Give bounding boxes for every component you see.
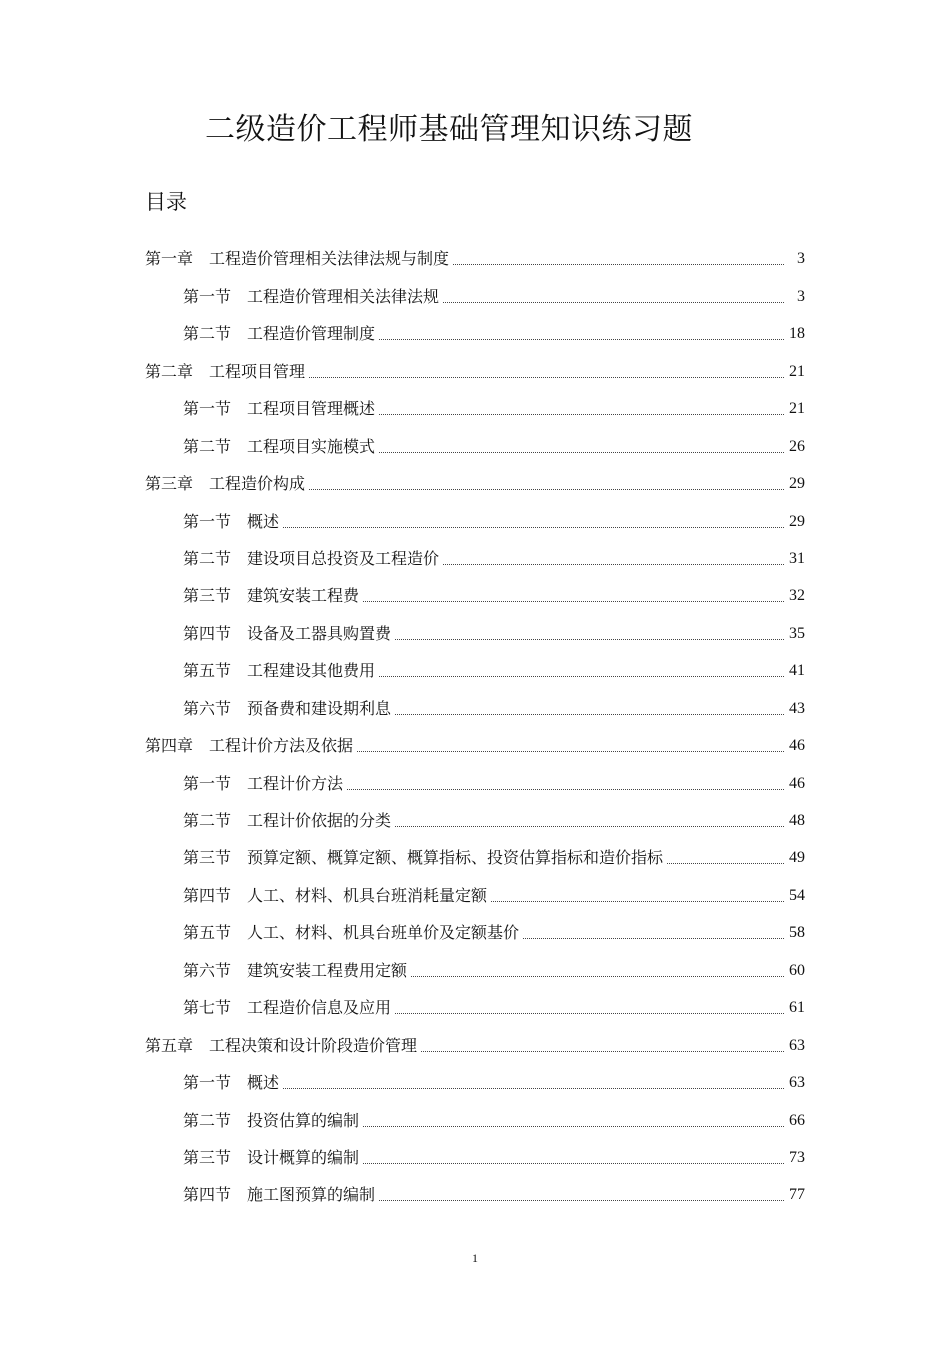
page-title: 二级造价工程师基础管理知识练习题 xyxy=(205,112,693,147)
toc-section-entry[interactable] xyxy=(145,943,805,980)
toc-entry-page: 46 xyxy=(789,737,805,755)
toc-section-entry[interactable] xyxy=(145,307,805,344)
toc-section-entry[interactable] xyxy=(145,794,805,831)
toc-section-entry[interactable] xyxy=(145,1056,805,1093)
toc-entry-number: 第三节 xyxy=(183,848,232,868)
toc-entry-page: 21 xyxy=(789,400,805,418)
toc-entry-title: 建设项目总投资及工程造价 xyxy=(247,548,440,568)
toc-entry-number: 第二节 xyxy=(183,548,232,568)
toc-heading: 目录 xyxy=(145,190,187,214)
toc-dot-leader xyxy=(395,825,784,827)
toc-entry-page: 3 xyxy=(797,287,805,305)
toc-entry-page: 18 xyxy=(789,325,805,343)
toc-section-entry[interactable] xyxy=(145,644,805,681)
toc-entry-page: 41 xyxy=(789,662,805,680)
toc-entry-number: 第三节 xyxy=(183,1147,232,1167)
page-number: 1 xyxy=(472,1251,478,1265)
toc-section-entry[interactable] xyxy=(145,681,805,718)
toc-entry-page: 60 xyxy=(789,961,805,979)
toc-dot-leader xyxy=(411,975,784,977)
toc-section-entry[interactable] xyxy=(145,569,805,606)
toc-entry-title: 预备费和建设期利息 xyxy=(247,698,392,718)
toc-entry-page: 63 xyxy=(789,1036,805,1054)
toc-entry-page: 35 xyxy=(789,624,805,642)
toc-dot-leader xyxy=(421,1050,784,1052)
toc-entry-number: 第五节 xyxy=(183,661,232,681)
toc-entry-number: 第二节 xyxy=(183,1110,232,1130)
toc-entry-number: 第四章 xyxy=(145,736,194,756)
toc-dot-leader xyxy=(309,376,784,378)
toc-dot-leader xyxy=(309,488,784,490)
toc-dot-leader xyxy=(363,1125,784,1127)
toc-section-entry[interactable] xyxy=(145,756,805,793)
toc-entry-number: 第二章 xyxy=(145,361,194,381)
toc-dot-leader xyxy=(379,338,784,340)
toc-dot-leader xyxy=(395,1012,784,1014)
toc-entry-number: 第一节 xyxy=(183,511,232,531)
toc-dot-leader xyxy=(395,713,784,715)
toc-entry-title: 工程计价依据的分类 xyxy=(247,811,392,830)
toc-dot-leader xyxy=(523,937,784,939)
toc-dot-leader xyxy=(491,900,784,902)
toc-entry-number: 第六节 xyxy=(183,960,232,980)
toc-dot-leader xyxy=(283,526,784,528)
toc-entry-number: 第三章 xyxy=(145,474,194,494)
toc-dot-leader xyxy=(379,1199,784,1201)
toc-entry-number: 第五章 xyxy=(145,1035,194,1055)
toc-entry-title: 工程建设其他费用 xyxy=(247,661,376,681)
toc-entry-title: 投资估算的编制 xyxy=(247,1110,360,1130)
toc-section-entry[interactable] xyxy=(145,906,805,943)
toc-entry-page: 43 xyxy=(789,699,805,717)
toc-section-entry[interactable] xyxy=(145,1131,805,1168)
toc-entry-title: 工程决策和设计阶段造价管理 xyxy=(209,1035,418,1055)
toc-chapter-entry[interactable] xyxy=(145,719,805,756)
toc-entry-title: 工程项目管理概述 xyxy=(247,399,376,419)
toc-entry-title: 工程项目管理 xyxy=(209,361,306,381)
table-of-contents xyxy=(145,232,805,1205)
toc-chapter-entry[interactable] xyxy=(145,457,805,494)
toc-entry-title: 施工图预算的编制 xyxy=(247,1185,376,1205)
toc-entry-title: 工程计价方法 xyxy=(247,773,344,793)
toc-entry-page: 29 xyxy=(789,512,805,530)
toc-entry-title: 工程造价管理相关法律法规与制度 xyxy=(209,249,450,269)
toc-section-entry[interactable] xyxy=(145,831,805,868)
toc-entry-page: 63 xyxy=(789,1074,805,1092)
toc-entry-title: 设备及工器具购置费 xyxy=(247,623,392,643)
toc-entry-number: 第六节 xyxy=(183,698,232,718)
toc-entry-number: 第一节 xyxy=(183,1073,232,1093)
toc-entry-page: 66 xyxy=(789,1111,805,1129)
toc-entry-title: 工程造价管理相关法律法规 xyxy=(247,286,440,306)
toc-dot-leader xyxy=(395,638,784,640)
toc-dot-leader xyxy=(379,451,784,453)
toc-entry-number: 第一章 xyxy=(145,249,194,269)
toc-dot-leader xyxy=(443,301,784,303)
toc-entry-title: 人工、材料、机具台班单价及定额基价 xyxy=(247,923,520,943)
toc-dot-leader xyxy=(283,1087,784,1089)
toc-entry-page: 49 xyxy=(789,849,805,867)
toc-entry-title: 预算定额、概算定额、概算指标、投资估算指标和造价指标 xyxy=(247,848,664,868)
toc-dot-leader xyxy=(363,600,784,602)
toc-entry-page: 3 xyxy=(797,250,805,268)
toc-entry-page: 48 xyxy=(789,812,805,829)
toc-entry-number: 第二节 xyxy=(183,436,232,456)
toc-entry-number: 第四节 xyxy=(183,1185,232,1205)
toc-section-entry[interactable] xyxy=(145,382,805,419)
toc-dot-leader xyxy=(667,862,784,864)
toc-section-entry[interactable] xyxy=(145,269,805,306)
toc-chapter-entry[interactable] xyxy=(145,344,805,381)
toc-entry-title: 工程造价信息及应用 xyxy=(247,998,392,1018)
toc-section-entry[interactable] xyxy=(145,606,805,643)
toc-dot-leader xyxy=(363,1162,784,1164)
toc-entry-number: 第一节 xyxy=(183,399,232,419)
toc-section-entry[interactable] xyxy=(145,419,805,456)
toc-chapter-entry[interactable] xyxy=(145,1018,805,1055)
toc-dot-leader xyxy=(357,750,784,752)
toc-entry-page: 32 xyxy=(789,587,805,605)
toc-dot-leader xyxy=(379,413,784,415)
toc-entry-title: 工程造价管理制度 xyxy=(247,324,376,344)
toc-entry-number: 第四节 xyxy=(183,885,232,905)
toc-entry-number: 第五节 xyxy=(183,923,232,943)
toc-entry-number: 第一节 xyxy=(183,286,232,306)
toc-section-entry[interactable] xyxy=(145,1093,805,1130)
toc-entry-page: 29 xyxy=(789,475,805,493)
toc-entry-title: 工程计价方法及依据 xyxy=(209,736,354,756)
toc-entry-title: 建筑安装工程费用定额 xyxy=(247,960,408,980)
toc-entry-page: 26 xyxy=(789,437,805,455)
toc-dot-leader xyxy=(379,675,784,677)
toc-entry-number: 第二节 xyxy=(183,324,232,344)
toc-entry-number: 第二节 xyxy=(183,811,232,830)
toc-entry-page: 58 xyxy=(789,924,805,942)
toc-dot-leader xyxy=(453,263,784,265)
toc-entry-page: 46 xyxy=(789,774,805,792)
toc-entry-number: 第七节 xyxy=(183,998,232,1018)
toc-entry-number: 第一节 xyxy=(183,773,232,793)
toc-entry-number: 第四节 xyxy=(183,623,232,643)
toc-section-entry[interactable] xyxy=(145,532,805,569)
toc-entry-title: 工程项目实施模式 xyxy=(247,436,376,456)
toc-entry-title: 概述 xyxy=(247,511,280,531)
toc-chapter-entry[interactable] xyxy=(145,232,805,269)
toc-entry-number: 第三节 xyxy=(183,586,232,606)
toc-entry-page: 21 xyxy=(789,362,805,380)
toc-entry-page: 73 xyxy=(789,1148,805,1166)
toc-section-entry[interactable] xyxy=(145,981,805,1018)
toc-entry-title: 人工、材料、机具台班消耗量定额 xyxy=(247,885,488,905)
toc-entry-page: 54 xyxy=(789,886,805,904)
toc-entry-page: 61 xyxy=(789,999,805,1017)
toc-entry-title: 概述 xyxy=(247,1073,280,1093)
toc-section-entry[interactable] xyxy=(145,868,805,905)
toc-entry-title: 建筑安装工程费 xyxy=(247,586,360,606)
toc-section-entry[interactable] xyxy=(145,1168,805,1205)
toc-dot-leader xyxy=(443,563,784,565)
toc-section-entry[interactable] xyxy=(145,494,805,531)
toc-dot-leader xyxy=(347,788,784,790)
toc-entry-title: 设计概算的编制 xyxy=(247,1147,360,1167)
toc-entry-title: 工程造价构成 xyxy=(209,474,306,494)
toc-entry-page: 77 xyxy=(789,1186,805,1204)
toc-entry-page: 31 xyxy=(789,549,805,567)
